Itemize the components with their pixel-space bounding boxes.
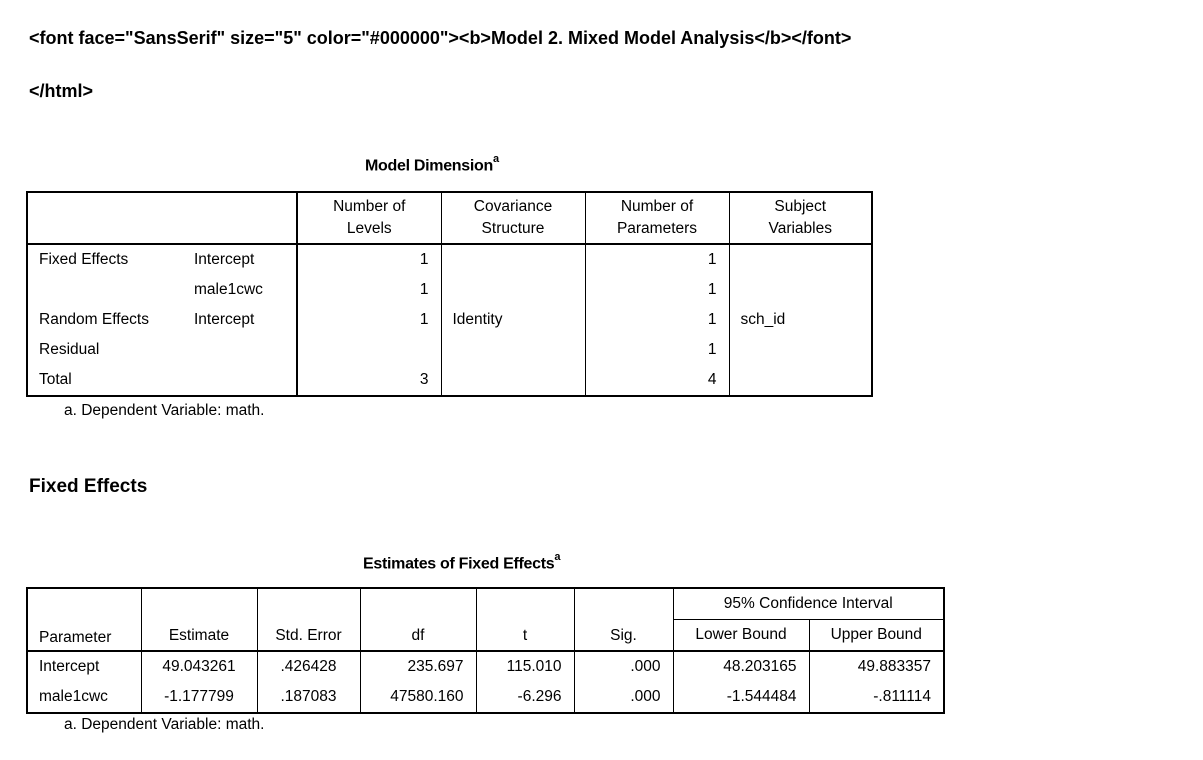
- fixed-effects-section-title: Fixed Effects: [29, 476, 148, 497]
- col-header-t: t: [476, 588, 574, 651]
- cell-covariance: [441, 365, 585, 396]
- model-dimension-corner-cell: [27, 192, 297, 244]
- cell-subject: [729, 365, 872, 396]
- row-effect-label: Intercept: [194, 311, 255, 328]
- estimates-title-text: Estimates of Fixed Effects: [363, 555, 555, 573]
- estimates-title: [363, 553, 560, 573]
- table-row: [27, 275, 872, 305]
- cell-covariance: [441, 335, 585, 365]
- row-group-label: [27, 275, 186, 305]
- cell-levels: 3: [297, 365, 441, 396]
- cell-estimate: -1.177799: [141, 682, 257, 713]
- cell-t: 115.010: [476, 651, 574, 682]
- cell-subject: sch_id: [729, 305, 872, 335]
- row-effect-label: male1cwc: [194, 281, 263, 298]
- estimates-table: [26, 587, 945, 714]
- estimates-title-sup: a: [554, 551, 561, 563]
- cell-df: 235.697: [360, 651, 476, 682]
- cell-upper-bound: 49.883357: [809, 651, 944, 682]
- row-effect-label: [186, 335, 297, 365]
- row-effect-label: [186, 365, 297, 396]
- cell-sig: .000: [574, 651, 673, 682]
- cell-parameters: 1: [585, 275, 729, 305]
- col-header-cov-l1: Covariance: [473, 198, 553, 215]
- raw-font-tag-line: <font face="SansSerif" size="5" color="#000000"><b>Model 2. Mixed Model Analysis</b></font>: [29, 28, 852, 48]
- col-header-subject: [729, 192, 872, 244]
- cell-df: 47580.160: [360, 682, 476, 713]
- model-dimension-title-sup: a: [492, 153, 499, 165]
- col-header-levels: [297, 192, 441, 244]
- cell-upper-bound: -.811114: [809, 682, 944, 713]
- cell-std-error: .426428: [257, 651, 360, 682]
- col-header-df: df: [360, 588, 476, 651]
- cell-levels: 1: [297, 244, 441, 275]
- estimates-header-row-top: [27, 588, 944, 620]
- col-header-subject-l2: Variables: [768, 220, 832, 237]
- cell-parameters: 1: [585, 305, 729, 335]
- cell-t: -6.296: [476, 682, 574, 713]
- col-header-lower-bound: Lower Bound: [673, 620, 809, 652]
- col-header-params-l2: Parameters: [616, 220, 698, 237]
- cell-levels: 1: [297, 275, 441, 305]
- cell-levels: [297, 335, 441, 365]
- table-row: [27, 305, 872, 335]
- col-header-levels-l1: Number of: [333, 198, 406, 215]
- raw-html-close-line: </html>: [29, 81, 94, 101]
- model-dimension-title: [365, 155, 499, 175]
- col-header-levels-l2: Levels: [346, 220, 392, 237]
- cell-estimate: 49.043261: [141, 651, 257, 682]
- col-header-ci: 95% Confidence Interval: [673, 588, 944, 620]
- cell-levels: 1: [297, 305, 441, 335]
- cell-subject: [729, 335, 872, 365]
- col-header-parameters: [585, 192, 729, 244]
- model-dimension-header-row: [27, 192, 872, 244]
- col-header-parameter: Parameter: [27, 588, 141, 651]
- table-row: [27, 244, 872, 275]
- col-header-params-l1: Number of: [620, 198, 694, 215]
- model-dimension-title-text: Model Dimension: [365, 157, 493, 175]
- row-group-label: Fixed Effects: [39, 251, 129, 268]
- model-dimension-footnote: a. Dependent Variable: math.: [64, 402, 265, 419]
- cell-subject: [729, 244, 872, 275]
- table-row: [27, 651, 944, 682]
- row-group-label: Random Effects: [39, 311, 149, 328]
- cell-covariance: [441, 244, 585, 275]
- col-header-upper-bound: Upper Bound: [809, 620, 944, 652]
- cell-parameter: Intercept: [39, 658, 100, 675]
- col-header-subject-l1: Subject: [774, 198, 827, 215]
- cell-lower-bound: 48.203165: [673, 651, 809, 682]
- cell-parameters: 4: [585, 365, 729, 396]
- col-header-estimate: Estimate: [141, 588, 257, 651]
- col-header-sig: Sig.: [574, 588, 673, 651]
- cell-covariance: [441, 275, 585, 305]
- estimates-footnote: a. Dependent Variable: math.: [64, 716, 265, 733]
- cell-std-error: .187083: [257, 682, 360, 713]
- cell-parameter: male1cwc: [39, 688, 108, 705]
- cell-covariance: Identity: [441, 305, 585, 335]
- table-row: [27, 335, 872, 365]
- row-group-label: Residual: [39, 341, 100, 358]
- col-header-std-error: Std. Error: [257, 588, 360, 651]
- table-row: [27, 682, 944, 713]
- row-group-label: Total: [39, 371, 72, 388]
- col-header-covariance: [441, 192, 585, 244]
- table-row: [27, 365, 872, 396]
- cell-parameters: 1: [585, 244, 729, 275]
- cell-subject: [729, 275, 872, 305]
- cell-sig: .000: [574, 682, 673, 713]
- row-effect-label: Intercept: [194, 251, 255, 268]
- cell-lower-bound: -1.544484: [673, 682, 809, 713]
- col-header-cov-l2: Structure: [481, 220, 545, 237]
- model-dimension-table: [26, 191, 873, 397]
- cell-parameters: 1: [585, 335, 729, 365]
